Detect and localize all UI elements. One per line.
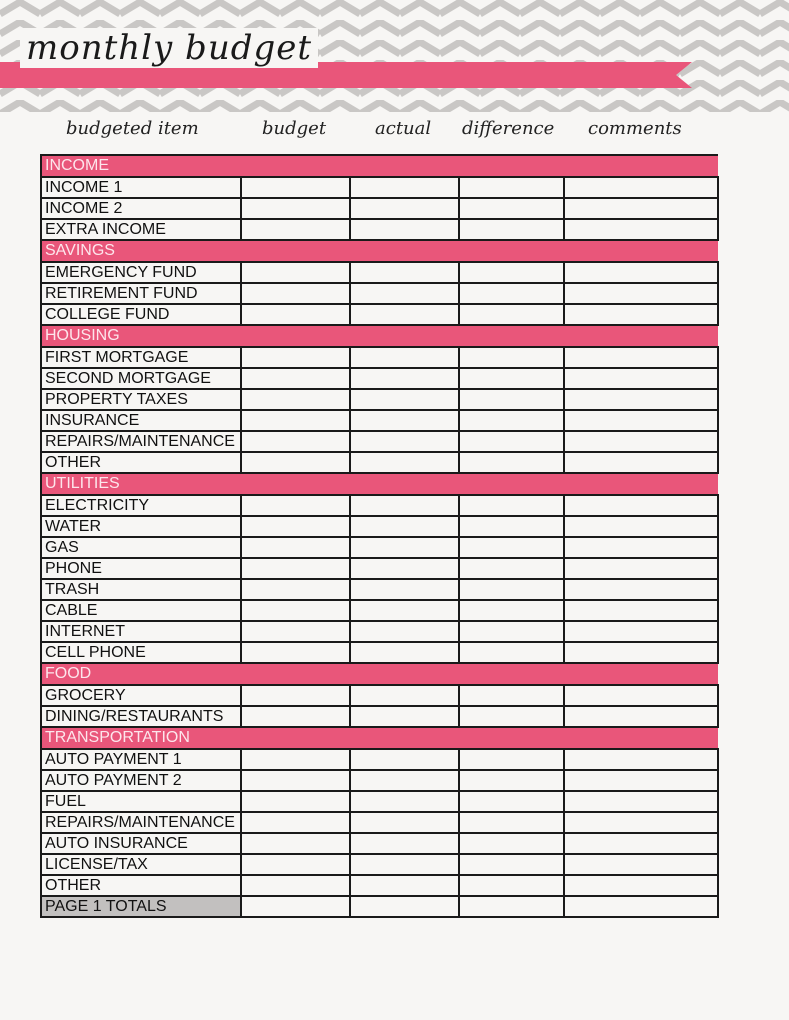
section-header-row [41,325,718,347]
section-title: UTILITIES [41,473,718,495]
table-row [41,749,718,770]
item-label: SECOND MORTGAGE [41,368,241,389]
item-label: FIRST MORTGAGE [41,347,241,368]
comments-cell[interactable] [564,791,718,812]
difference-cell[interactable] [459,219,564,240]
actual-cell[interactable] [350,304,459,325]
budget-cell[interactable] [241,558,350,579]
actual-cell[interactable] [350,749,459,770]
difference-cell[interactable] [459,198,564,219]
comments-cell[interactable] [564,219,718,240]
budget-cell[interactable] [241,621,350,642]
difference-cell[interactable] [459,770,564,791]
table-row [41,621,718,642]
item-label: REPAIRS/MAINTENANCE [41,431,241,452]
budget-cell[interactable] [241,791,350,812]
actual-cell[interactable] [350,495,459,516]
comments-cell[interactable] [564,875,718,896]
difference-cell[interactable] [459,621,564,642]
budget-cell[interactable] [241,854,350,875]
item-label: DINING/RESTAURANTS [41,706,241,727]
comments-cell[interactable] [564,368,718,389]
item-label: PHONE [41,558,241,579]
budget-cell[interactable] [241,177,350,198]
budget-cell[interactable] [241,389,350,410]
budget-cell[interactable] [241,579,350,600]
comments-cell[interactable] [564,749,718,770]
comments-cell[interactable] [564,600,718,621]
actual-cell[interactable] [350,791,459,812]
table-row [41,558,718,579]
item-label: INTERNET [41,621,241,642]
budget-table [40,154,719,918]
item-label: CELL PHONE [41,642,241,663]
difference-cell[interactable] [459,431,564,452]
difference-cell[interactable] [459,452,564,473]
page-title [20,24,340,72]
actual-cell[interactable] [350,579,459,600]
difference-cell[interactable] [459,558,564,579]
difference-cell[interactable] [459,706,564,727]
comments-cell[interactable] [564,854,718,875]
actual-cell[interactable] [350,812,459,833]
comments-cell[interactable] [564,706,718,727]
table-row [41,791,718,812]
comments-cell[interactable] [564,347,718,368]
comments-cell[interactable] [564,431,718,452]
difference-cell[interactable] [459,262,564,283]
item-label: GAS [41,537,241,558]
column-header-budget: budget [262,118,327,139]
section-title: INCOME [41,155,718,177]
difference-cell[interactable] [459,749,564,770]
item-label: TRASH [41,579,241,600]
item-label: EMERGENCY FUND [41,262,241,283]
item-label: WATER [41,516,241,537]
section-title: FOOD [41,663,718,685]
item-label: RETIREMENT FUND [41,283,241,304]
table-row [41,875,718,896]
budget-cell[interactable] [241,642,350,663]
actual-cell[interactable] [350,537,459,558]
budget-cell[interactable] [241,685,350,706]
difference-cell[interactable] [459,177,564,198]
totals-label: PAGE 1 TOTALS [41,896,241,917]
item-label: COLLEGE FUND [41,304,241,325]
actual-cell[interactable] [350,875,459,896]
budget-cell[interactable] [241,368,350,389]
actual-cell[interactable] [350,685,459,706]
column-header-difference: difference [462,118,555,139]
item-label: INCOME 1 [41,177,241,198]
item-label: PROPERTY TAXES [41,389,241,410]
comments-cell[interactable] [564,642,718,663]
difference-cell[interactable] [459,516,564,537]
comments-cell[interactable] [564,389,718,410]
comments-cell[interactable] [564,558,718,579]
table-row [41,262,718,283]
difference-cell[interactable] [459,495,564,516]
comments-cell[interactable] [564,177,718,198]
budget-cell[interactable] [241,516,350,537]
table-row [41,770,718,791]
budget-cell[interactable] [241,262,350,283]
actual-cell[interactable] [350,431,459,452]
difference-cell[interactable] [459,833,564,854]
comments-cell[interactable] [564,537,718,558]
difference-cell[interactable] [459,791,564,812]
comments-cell[interactable] [564,495,718,516]
table-row [41,812,718,833]
budget-cell[interactable] [241,600,350,621]
table-row [41,304,718,325]
actual-cell[interactable] [350,410,459,431]
table-row [41,685,718,706]
section-title: HOUSING [41,325,718,347]
actual-cell[interactable] [350,283,459,304]
comments-cell[interactable] [564,833,718,854]
comments-cell[interactable] [564,198,718,219]
totals-difference-cell[interactable] [459,896,564,917]
table-row [41,706,718,727]
item-label: LICENSE/TAX [41,854,241,875]
item-label: AUTO PAYMENT 2 [41,770,241,791]
budget-cell[interactable] [241,495,350,516]
comments-cell[interactable] [564,262,718,283]
item-label: FUEL [41,791,241,812]
totals-row [41,896,718,917]
item-label: REPAIRS/MAINTENANCE [41,812,241,833]
item-label: GROCERY [41,685,241,706]
comments-cell[interactable] [564,410,718,431]
item-label: ELECTRICITY [41,495,241,516]
comments-cell[interactable] [564,452,718,473]
table-row [41,219,718,240]
comments-cell[interactable] [564,621,718,642]
table-row [41,537,718,558]
section-header-row [41,155,718,177]
budget-cell[interactable] [241,706,350,727]
difference-cell[interactable] [459,685,564,706]
actual-cell[interactable] [350,854,459,875]
budget-cell[interactable] [241,410,350,431]
actual-cell[interactable] [350,452,459,473]
column-header-item: budgeted item [66,118,199,139]
actual-cell[interactable] [350,706,459,727]
section-header-row [41,727,718,749]
totals-actual-cell[interactable] [350,896,459,917]
table-row [41,410,718,431]
budget-cell[interactable] [241,431,350,452]
budget-cell[interactable] [241,812,350,833]
budget-cell[interactable] [241,770,350,791]
section-title: TRANSPORTATION [41,727,718,749]
table-row [41,833,718,854]
comments-cell[interactable] [564,516,718,537]
item-label: AUTO INSURANCE [41,833,241,854]
item-label: OTHER [41,452,241,473]
difference-cell[interactable] [459,854,564,875]
table-row [41,854,718,875]
difference-cell[interactable] [459,579,564,600]
section-header-row [41,240,718,262]
difference-cell[interactable] [459,347,564,368]
item-label: EXTRA INCOME [41,219,241,240]
budget-cell[interactable] [241,219,350,240]
table-row [41,452,718,473]
totals-comments-cell[interactable] [564,896,718,917]
table-row [41,177,718,198]
actual-cell[interactable] [350,621,459,642]
item-label: OTHER [41,875,241,896]
difference-cell[interactable] [459,812,564,833]
difference-cell[interactable] [459,410,564,431]
difference-cell[interactable] [459,875,564,896]
table-row [41,198,718,219]
table-row [41,389,718,410]
difference-cell[interactable] [459,537,564,558]
actual-cell[interactable] [350,389,459,410]
actual-cell[interactable] [350,642,459,663]
item-label: CABLE [41,600,241,621]
comments-cell[interactable] [564,685,718,706]
budget-cell[interactable] [241,749,350,770]
page-title-text: monthly budget [20,28,318,68]
table-row [41,600,718,621]
table-row [41,579,718,600]
budget-cell[interactable] [241,304,350,325]
column-header-actual: actual [375,118,432,139]
actual-cell[interactable] [350,177,459,198]
item-label: INCOME 2 [41,198,241,219]
table-row [41,368,718,389]
budget-cell[interactable] [241,283,350,304]
actual-cell[interactable] [350,347,459,368]
actual-cell[interactable] [350,368,459,389]
comments-cell[interactable] [564,770,718,791]
actual-cell[interactable] [350,262,459,283]
budget-cell[interactable] [241,875,350,896]
budget-cell[interactable] [241,198,350,219]
budget-cell[interactable] [241,347,350,368]
budget-cell[interactable] [241,452,350,473]
section-title: SAVINGS [41,240,718,262]
difference-cell[interactable] [459,389,564,410]
actual-cell[interactable] [350,516,459,537]
difference-cell[interactable] [459,368,564,389]
difference-cell[interactable] [459,283,564,304]
section-header-row [41,663,718,685]
column-header-comments: comments [588,118,682,139]
table-row [41,283,718,304]
comments-cell[interactable] [564,579,718,600]
actual-cell[interactable] [350,198,459,219]
section-header-row [41,473,718,495]
actual-cell[interactable] [350,770,459,791]
comments-cell[interactable] [564,812,718,833]
actual-cell[interactable] [350,219,459,240]
column-headers [40,118,717,150]
difference-cell[interactable] [459,600,564,621]
totals-budget-cell[interactable] [241,896,350,917]
item-label: AUTO PAYMENT 1 [41,749,241,770]
budget-cell[interactable] [241,537,350,558]
budget-cell[interactable] [241,833,350,854]
difference-cell[interactable] [459,642,564,663]
difference-cell[interactable] [459,304,564,325]
table-row [41,642,718,663]
item-label: INSURANCE [41,410,241,431]
actual-cell[interactable] [350,833,459,854]
table-row [41,516,718,537]
table-row [41,431,718,452]
comments-cell[interactable] [564,304,718,325]
comments-cell[interactable] [564,283,718,304]
actual-cell[interactable] [350,558,459,579]
actual-cell[interactable] [350,600,459,621]
table-row [41,347,718,368]
table-row [41,495,718,516]
